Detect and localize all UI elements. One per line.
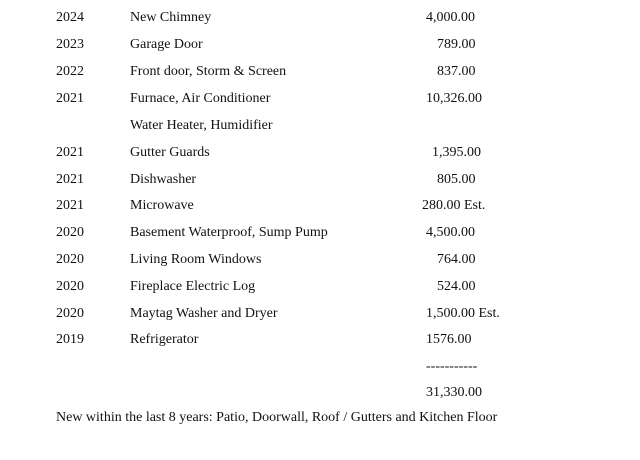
item-cell: New Chimney	[130, 10, 212, 25]
list-item	[0, 63, 640, 81]
item-cell: Water Heater, Humidifier	[130, 118, 273, 133]
list-item	[0, 251, 640, 269]
item-cell: Refrigerator	[130, 332, 199, 347]
item-cell: Living Room Windows	[130, 252, 262, 267]
year-cell: 2020	[56, 225, 84, 240]
total-separator: -----------	[426, 359, 478, 374]
year-cell: 2019	[56, 332, 84, 347]
separator-row	[0, 358, 640, 376]
amount-cell: 524.00	[437, 279, 476, 294]
year-cell: 2020	[56, 279, 84, 294]
list-item	[0, 224, 640, 242]
amount-cell: 4,500.00	[426, 225, 475, 240]
list-item	[0, 278, 640, 296]
total-amount: 31,330.00	[426, 385, 482, 400]
amount-cell: 789.00	[437, 37, 476, 52]
item-cell: Dishwasher	[130, 172, 197, 187]
item-cell: Furnace, Air Conditioner	[130, 91, 271, 106]
year-cell: 2021	[56, 91, 84, 106]
item-cell: Front door, Storm & Screen	[130, 64, 287, 79]
year-cell: 2021	[56, 198, 84, 213]
list-item	[0, 331, 640, 349]
amount-cell: 805.00	[437, 172, 476, 187]
year-cell: 2022	[56, 64, 84, 79]
item-cell: Gutter Guards	[130, 145, 210, 160]
item-cell: Maytag Washer and Dryer	[130, 306, 278, 321]
year-cell: 2021	[56, 172, 84, 187]
list-item	[0, 197, 640, 215]
list-item	[0, 171, 640, 189]
amount-cell: 764.00	[437, 252, 476, 267]
amount-cell: 10,326.00	[426, 91, 482, 106]
total-row	[0, 384, 640, 402]
amount-cell: 4,000.00	[426, 10, 475, 25]
amount-cell: 1576.00	[426, 332, 472, 347]
item-cell: Microwave	[130, 198, 194, 213]
amount-cell: 1,395.00	[432, 145, 481, 160]
amount-cell: 837.00	[437, 64, 476, 79]
item-cell: Garage Door	[130, 37, 203, 52]
list-item	[0, 117, 640, 135]
year-cell: 2024	[56, 10, 84, 25]
year-cell: 2020	[56, 252, 84, 267]
item-cell: Fireplace Electric Log	[130, 279, 256, 294]
year-cell: 2023	[56, 37, 84, 52]
year-cell: 2021	[56, 145, 84, 160]
list-item	[0, 305, 640, 323]
list-item	[0, 90, 640, 108]
amount-cell: 1,500.00 Est.	[426, 306, 500, 321]
list-item	[0, 9, 640, 27]
list-item	[0, 36, 640, 54]
list-item	[0, 144, 640, 162]
item-cell: Basement Waterproof, Sump Pump	[130, 225, 328, 240]
amount-cell: 280.00 Est.	[422, 198, 486, 213]
footnote: New within the last 8 years: Patio, Doorwall, Roof / Gutters and Kitchen Floor	[56, 410, 498, 425]
year-cell: 2020	[56, 306, 84, 321]
